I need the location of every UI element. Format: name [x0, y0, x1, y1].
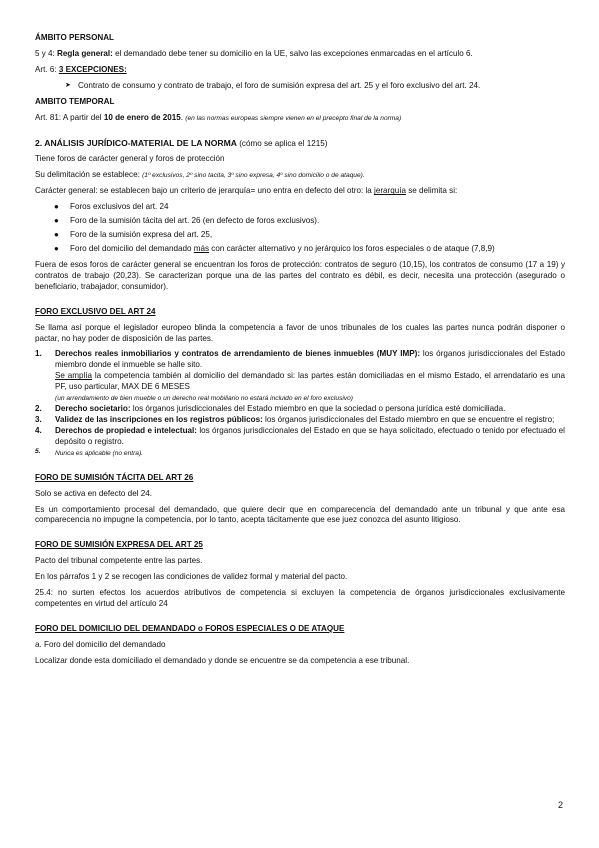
list-item: ● Foro del domicilio del demandado más con carácter alternativo y no jerárquico los foros especiales o de ataque (7,8,9) — [54, 243, 495, 253]
list-item: 1. Derechos reales inmobiliarios y contratos de arrendamiento de bienes inmuebles (MUY IMP): los órganos jurisdiccionales del Estado miembro donde el inmueble se halle sito. Se amplía la competencia también al domicilio del demandado si: las partes están domiciliadas en el mismo Estado, el arrendatario es una PF, uso particular, MAX DE 6 MESES (un arrendamiento de bien mueble o un derecho real mobiliario no estará incluido en el foro exclusivo) — [35, 349, 565, 403]
foro-tacita-paragraph: Es un comportamiento procesal del demandado, que quiere decir que en comparecencia del demandado ante un tribunal y que ante esa comparecencia no impugne la competencia, por lo tanto, acepta tácitamente que ese juez conozca del asunto litigioso. — [35, 504, 565, 525]
list-item: 2. Derecho societario: los órganos jurisdiccionales del Estado miembro en que la sociedad o persona jurídica esté domiciliada. — [35, 404, 506, 414]
jerarquia-list — [35, 202, 565, 255]
bullet-icon: ● — [54, 202, 59, 212]
section2-title: 2. ANÁLISIS JURÍDICO-MATERIAL DE LA NORMA (cómo se aplica el 1215) — [35, 137, 328, 148]
list-item: 3. Validez de las inscripciones en los registros públicos: los órganos jurisdiccionales del Estado miembro en que se encuentre el registro; — [35, 414, 555, 424]
foro-tacita-line: Solo se activa en defecto del 24. — [35, 488, 152, 498]
foro-domicilio-line: Localizar donde esta domiciliado el demandado y donde se encuentre se da competencia a ese tribunal. — [35, 655, 410, 665]
art6-exception-item: ➤ Contrato de consumo y contrato de trabajo, el foro de sumisión expresa del art. 25 y el foro exclusivo del art. 24. — [65, 80, 481, 90]
foro-expresa-line1: Pacto del tribunal competente entre las partes. — [35, 556, 203, 566]
bullet-icon: ● — [54, 216, 59, 226]
bullet-icon: ● — [54, 230, 59, 240]
ambito-temporal-line: Art. 81: A partir del 10 de enero de 2015. (en las normas europeas siempre vienen en el precepto final de la norma) — [35, 112, 402, 122]
list-item: 4. Derechos de propiedad e intelectual: los órganos jurisdiccionales del Estado en que se haya solicitado, efectuado o tenido por efectuado el depósito o registro. — [35, 425, 565, 446]
list-item: 5. Nunca es aplicable (no entra). — [35, 447, 143, 457]
foros-proteccion-paragraph: Fuera de esos foros de carácter general se encuentran los foros de protección: contratos de seguro (10,15), los contratos de consumo (17 a 19) y contratos de trabajo (20,23). Se caracterizan porque una de las partes del contrato es débil, es decir, necesita una protección (asegurado o beneficiario, trabajador, consumidor). — [35, 259, 565, 291]
foro-expresa-line2: En los párrafos 1 y 2 se recogen las condiciones de validez formal y material del pacto. — [35, 572, 348, 582]
list-item: ● Foro de la sumisión expresa del art. 25, — [54, 230, 213, 240]
page-number: 2 — [557, 800, 563, 810]
regla-general-line: 5 y 4: Regla general: el demandado debe tener su domicilio en la UE, salvo las excepciones enmarcadas en el artículo 6. — [35, 48, 473, 58]
ambito-personal-heading: ÁMBITO PERSONAL — [35, 33, 114, 42]
foro-expresa-line3: 25.4: no surten efectos los acuerdos atributivos de competencia si excluyen la competencia de órganos jurisdiccionales exclusivamente competentes en virtud del artículo 24 — [35, 588, 565, 609]
foro-exclusivo-list — [35, 349, 565, 458]
foro-domicilio-sub: a. Foro del domicilio del demandado — [35, 639, 166, 649]
delimitacion-line: Su delimitación se establece: (1º exclusivos, 2º sino tacita, 3º sino expresa, 4º sino domicilio o de ataque). — [35, 170, 365, 180]
art6-line: Art. 6: 3 EXCEPCIONES: — [35, 64, 127, 74]
foro-domicilio-heading: FORO DEL DOMICILIO DEL DEMANDADO o FOROS ESPECIALES O DE ATAQUE — [35, 623, 345, 633]
foro-exclusivo-intro: Se llama así porque el legislador europeo blinda la competencia a favor de unos tribunales de los cuales las partes nunca podrán disponer o pactar, no hay poder de disposición de las partes. — [35, 322, 565, 343]
foro-exclusivo-heading: FORO EXCLUSIVO DEL ART 24 — [35, 306, 156, 316]
list-item: ● Foros exclusivos del art. 24 — [54, 202, 169, 212]
document-page — [35, 33, 565, 667]
section2-intro: Tiene foros de carácter general y foros de protección — [35, 154, 225, 164]
art6-exceptions-link: 3 EXCEPCIONES: — [58, 64, 127, 74]
caracter-general-line: Carácter general: se establecen bajo un criterio de jerarquía= uno entra en defecto del otro: la jerarquía se delimita si: — [35, 186, 458, 196]
ambito-temporal-heading: AMBITO TEMPORAL — [35, 96, 115, 106]
arrow-bullet-icon: ➤ — [65, 81, 71, 89]
foro-expresa-heading: FORO DE SUMISIÓN EXPRESA DEL ART 25 — [35, 540, 203, 550]
list-item: ● Foro de la sumisión tácita del art. 26 (en defecto de foros exclusivos). — [54, 216, 320, 226]
foro-tacita-heading: FORO DE SUMISIÓN TÁCITA DEL ART 26 — [35, 472, 194, 482]
bullet-icon: ● — [54, 243, 59, 253]
